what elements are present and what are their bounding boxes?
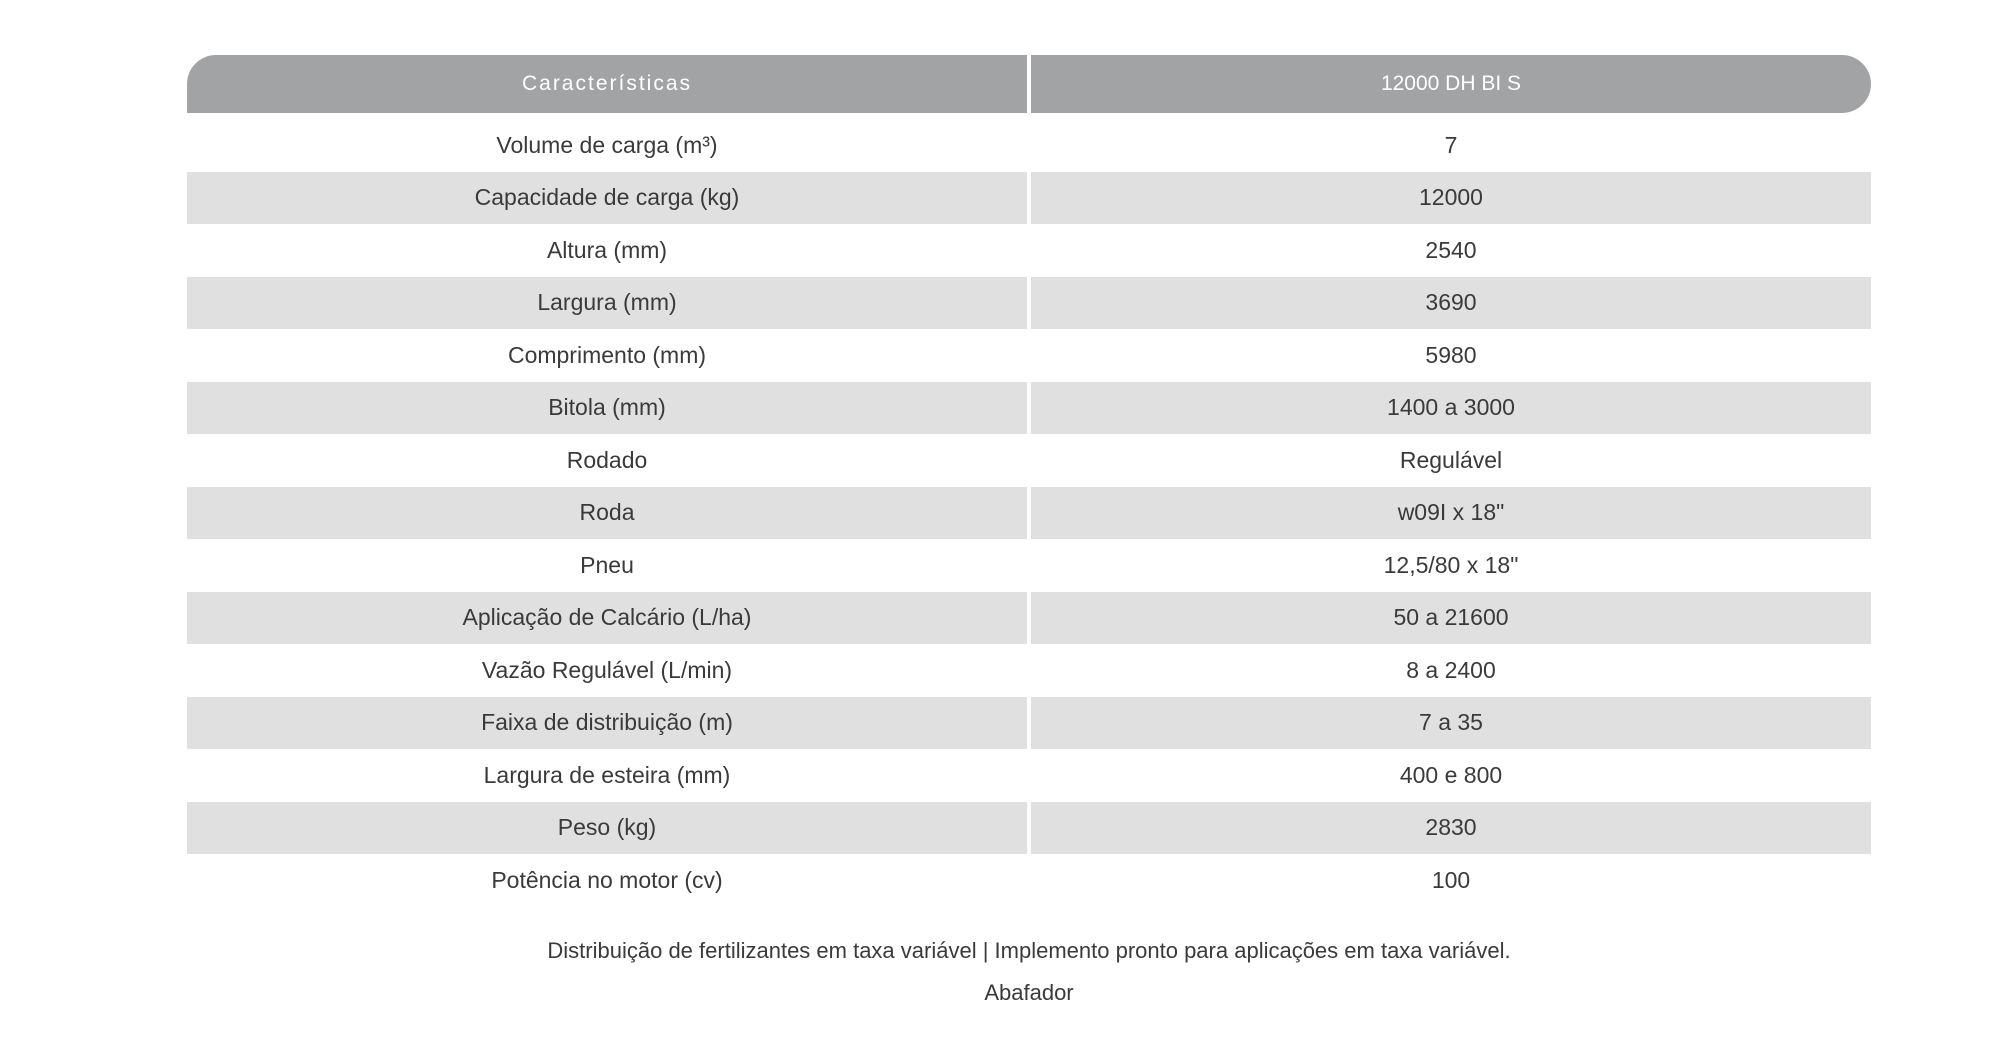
row-value: 2540 — [1425, 236, 1477, 263]
row-value: w09I x 18" — [1031, 487, 1871, 540]
row-value: 100 — [1431, 866, 1471, 893]
table-row — [187, 329, 1871, 382]
table-row — [187, 382, 1871, 435]
table-row — [187, 434, 1871, 487]
row-value: 7 — [1444, 131, 1458, 158]
table-row — [187, 697, 1871, 750]
row-label: Faixa de distribuição (m) — [187, 697, 1027, 750]
row-value: 3690 — [1031, 277, 1871, 330]
row-value: 8 a 2400 — [1406, 656, 1496, 683]
row-value: 50 a 21600 — [1031, 592, 1871, 645]
table-row — [187, 487, 1871, 540]
row-value: 2830 — [1031, 802, 1871, 855]
row-label: Aplicação de Calcário (L/ha) — [187, 592, 1027, 645]
table-row — [187, 172, 1871, 225]
table-row — [187, 277, 1871, 330]
table-row — [187, 592, 1871, 645]
row-label: Volume de carga (m³) — [496, 131, 718, 158]
row-value: 7 a 35 — [1031, 697, 1871, 750]
row-value: 400 e 800 — [1399, 761, 1503, 788]
table-row — [187, 119, 1871, 172]
footer-notes — [187, 930, 1871, 1014]
header-characteristics: Características — [187, 55, 1027, 113]
row-label: Largura de esteira (mm) — [483, 761, 731, 788]
row-label: Vazão Regulável (L/min) — [481, 656, 733, 683]
row-value: 12,5/80 x 18" — [1383, 551, 1519, 578]
table-row — [187, 854, 1871, 907]
row-label: Potência no motor (cv) — [491, 866, 723, 893]
table-header — [187, 55, 1871, 113]
row-value: 1400 a 3000 — [1031, 382, 1871, 435]
spec-table — [187, 55, 1871, 907]
table-row — [187, 749, 1871, 802]
row-value: Regulável — [1399, 446, 1503, 473]
footer-note-features: Distribuição de fertilizantes em taxa variável | Implemento pronto para aplicações em taxa variável. — [547, 938, 1511, 963]
row-label: Comprimento (mm) — [507, 341, 707, 368]
row-value: 5980 — [1425, 341, 1477, 368]
row-label: Rodado — [566, 446, 648, 473]
row-label: Altura (mm) — [546, 236, 668, 263]
header-model: 12000 DH BI S — [1031, 55, 1871, 113]
table-row — [187, 224, 1871, 277]
row-label: Bitola (mm) — [187, 382, 1027, 435]
footer-note-extra: Abafador — [984, 980, 1074, 1005]
row-label: Largura (mm) — [187, 277, 1027, 330]
row-label: Roda — [187, 487, 1027, 540]
table-row — [187, 802, 1871, 855]
table-row — [187, 539, 1871, 592]
row-value: 12000 — [1031, 172, 1871, 225]
table-row — [187, 644, 1871, 697]
row-label: Pneu — [580, 551, 634, 578]
row-label: Capacidade de carga (kg) — [187, 172, 1027, 225]
row-label: Peso (kg) — [187, 802, 1027, 855]
